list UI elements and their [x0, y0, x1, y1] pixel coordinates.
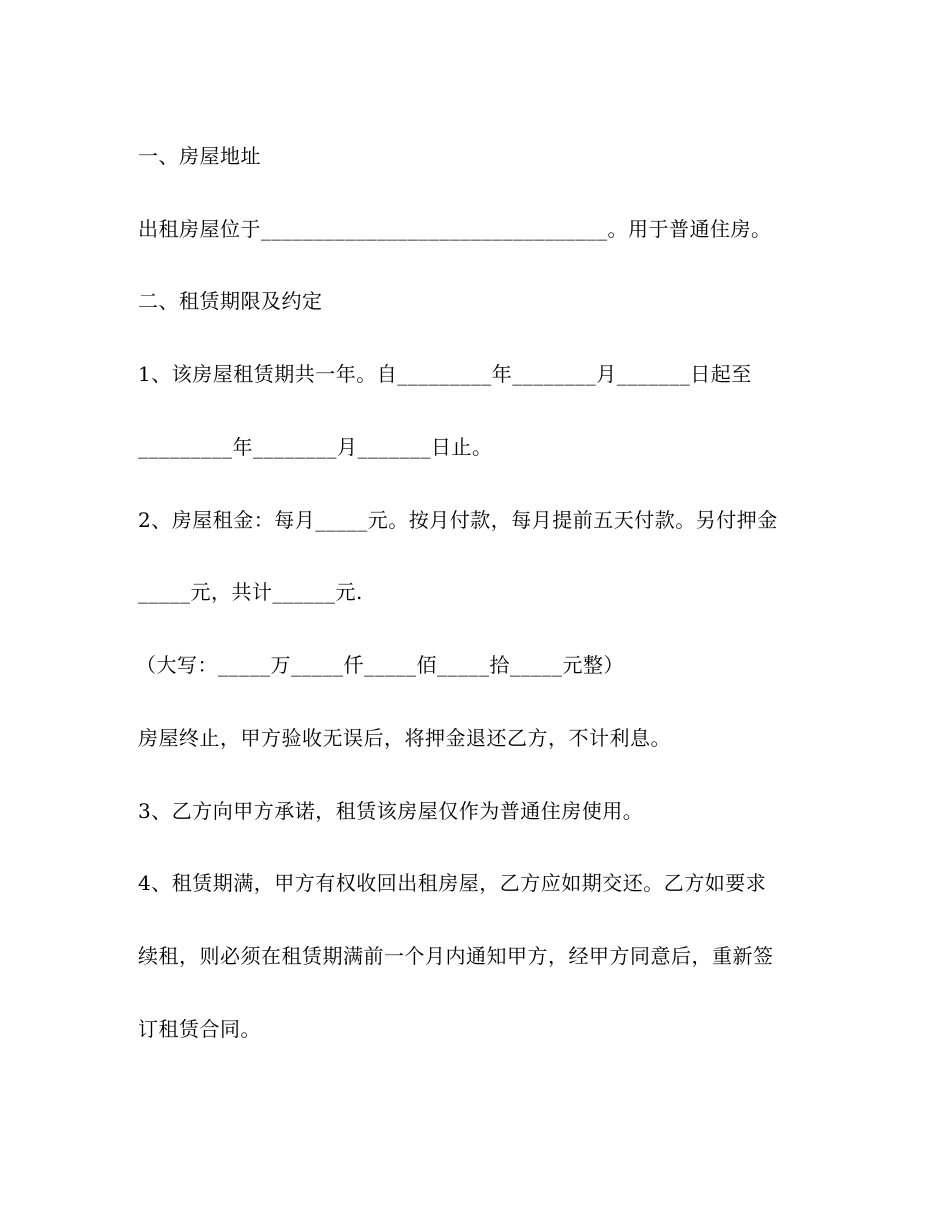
paragraph-renewal-line-3: 订租赁合同。	[138, 1017, 261, 1041]
paragraph-address: 出租房屋位于_________________________________。用于普通住房。	[138, 217, 772, 241]
paragraph-renewal-line-2: 续租，则必须在租赁期满前一个月内通知甲方，经甲方同意后，重新签	[138, 944, 774, 968]
paragraph-renewal-line-1: 4、租赁期满，甲方有权收回出租房屋，乙方应如期交还。乙方如要求	[138, 871, 767, 895]
section-heading-address: 一、房屋地址	[138, 144, 261, 168]
paragraph-term-line-1: 1、该房屋租赁期共一年。自_________年________月_______日起至	[138, 362, 752, 386]
paragraph-rent-line-1: 2、房屋租金：每月_____元。按月付款，每月提前五天付款。另付押金	[138, 508, 778, 532]
paragraph-term-line-2: _________年________月_______日止。	[138, 435, 493, 459]
paragraph-usage-promise: 3、乙方向甲方承诺，租赁该房屋仅作为普通住房使用。	[138, 799, 644, 823]
section-heading-lease-term: 二、租赁期限及约定	[138, 289, 323, 313]
paragraph-deposit-return: 房屋终止，甲方验收无误后，将押金退还乙方，不计利息。	[138, 726, 671, 750]
paragraph-rent-line-2: _____元，共计______元.	[138, 580, 363, 604]
paragraph-amount-in-words: （大写：_____万_____仟_____佰_____拾_____元整）	[136, 653, 624, 677]
